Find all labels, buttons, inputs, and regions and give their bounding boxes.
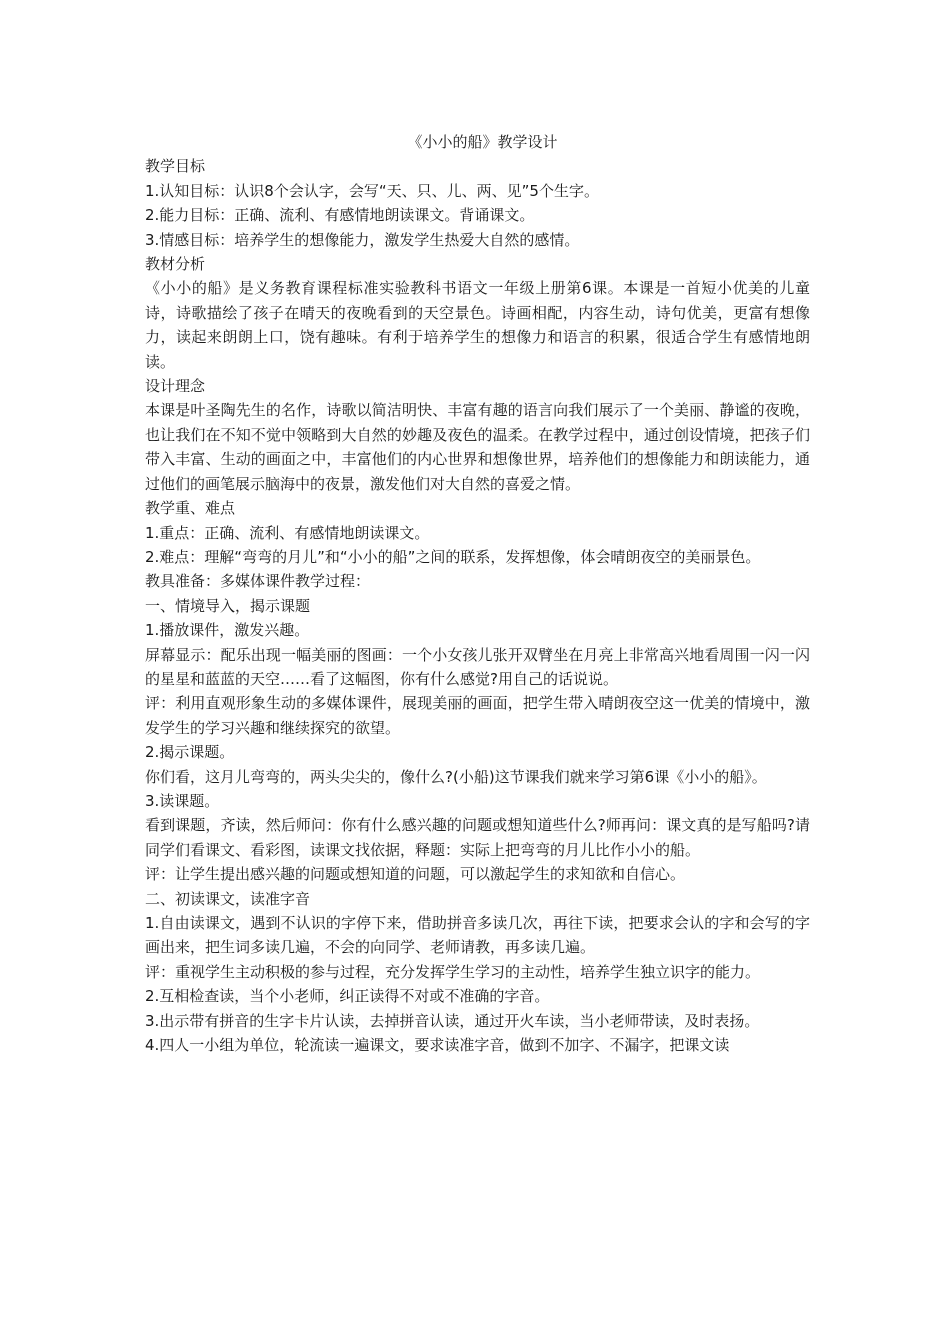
reveal-title-paragraph: 你们看，这月儿弯弯的，两头尖尖的，像什么?(小船)这节课我们就来学习第6课《小小的船》。 [145,767,767,786]
goal-cognitive: 1.认知目标：认识8个会认字，会写“天、只、儿、两、见”5个生字。 [145,181,599,200]
heading-teaching-goals: 教学目标 [145,157,206,176]
document-body [145,130,810,1057]
heading-key-points: 教学重、难点 [145,499,236,518]
step-peer-check: 2.互相检查读，当个小老师，纠正读得不对或不准确的字音。 [145,987,550,1006]
goal-ability: 2.能力目标：正确、流利、有感情地朗读课文。背诵课文。 [145,206,535,225]
comment-paragraph: 评：重视学生主动积极的参与过程，充分发挥学生学习的主动性，培养学生独立识字的能力。 [145,962,761,981]
material-analysis-paragraph: 《小小的船》是义务教育课程标准实验教科书语文一年级上册第6课。本课是一首短小优美的儿童诗，诗歌描绘了孩子在晴天的夜晚看到的天空景色。诗画相配，内容生动，诗句优美，更富有想像力，读起来朗朗上口，饶有趣味。有利于培养学生的想像力和语言的积累，很适合学生有感情地朗读。 [145,279,810,371]
heading-material-analysis: 教材分析 [145,255,206,274]
step-flashcards: 3.出示带有拼音的生字卡片认读，去掉拼音认读，通过开火车读，当小老师带读，及时表扬。 [145,1011,760,1030]
heading-section-one: 一、情境导入，揭示课题 [145,596,311,615]
read-title-paragraph: 看到课题，齐读，然后师问：你有什么感兴趣的问题或想知道些什么?师再问：课文真的是写船吗?请同学们看课文、看彩图，读课文找依据，释题：实际上把弯弯的月儿比作小小的船。 [145,816,810,859]
step-read-title: 3.读课题。 [145,791,220,810]
design-concept-paragraph: 本课是叶圣陶先生的名作，诗歌以简洁明快、丰富有趣的语言向我们展示了一个美丽、静谧的夜晚，也让我们在不知不觉中领略到大自然的妙趣及夜色的温柔。在教学过程中，通过创设情境，把孩子们带入丰富、生动的画面之中，丰富他们的内心世界和想像世界，培养他们的想像能力和朗读能力，通过他们的画笔展示脑海中的夜景，激发他们对大自然的喜爱之情。 [145,401,810,493]
difficult-point: 2.难点：理解“弯弯的月儿”和“小小的船”之间的联系，发挥想像，体会晴朗夜空的美丽景色。 [145,547,761,566]
comment-paragraph: 评：利用直观形象生动的多媒体课件，展现美丽的画面，把学生带入晴朗夜空这一优美的情境中，激发学生的学习兴趣和继续探究的欲望。 [145,694,810,737]
step-play-courseware: 1.播放课件，激发兴趣。 [145,621,310,640]
key-point: 1.重点：正确、流利、有感情地朗读课文。 [145,523,430,542]
document-title: 《小小的船》教学设计 [407,133,558,151]
step-free-reading: 1.自由读课文，遇到不认识的字停下来，借助拼音多读几次，再往下读，把要求会认的字和会写的字画出来，把生词多读几遍，不会的向同学、老师请教，再多读几遍。 [145,914,810,957]
step-group-reading: 4.四人一小组为单位，轮流读一遍课文，要求读准字音，做到不加字、不漏字，把课文读 [145,1036,730,1055]
heading-design-concept: 设计理念 [145,377,206,396]
screen-display-paragraph: 屏幕显示：配乐出现一幅美丽的图画：一个小女孩儿张开双臂坐在月亮上非常高兴地看周围一闪一闪的星星和蓝蓝的天空……看了这幅图，你有什么感觉?用自己的话说说。 [145,645,810,688]
heading-section-two: 二、初读课文，读准字音 [145,889,311,908]
goal-emotion: 3.情感目标：培养学生的想像能力，激发学生热爱大自然的感情。 [145,230,580,249]
comment-paragraph: 评：让学生提出感兴趣的问题或想知道的问题，可以激起学生的求知欲和自信心。 [145,865,686,884]
teaching-aids: 教具准备：多媒体课件教学过程： [145,572,371,591]
step-reveal-title: 2.揭示课题。 [145,743,235,762]
